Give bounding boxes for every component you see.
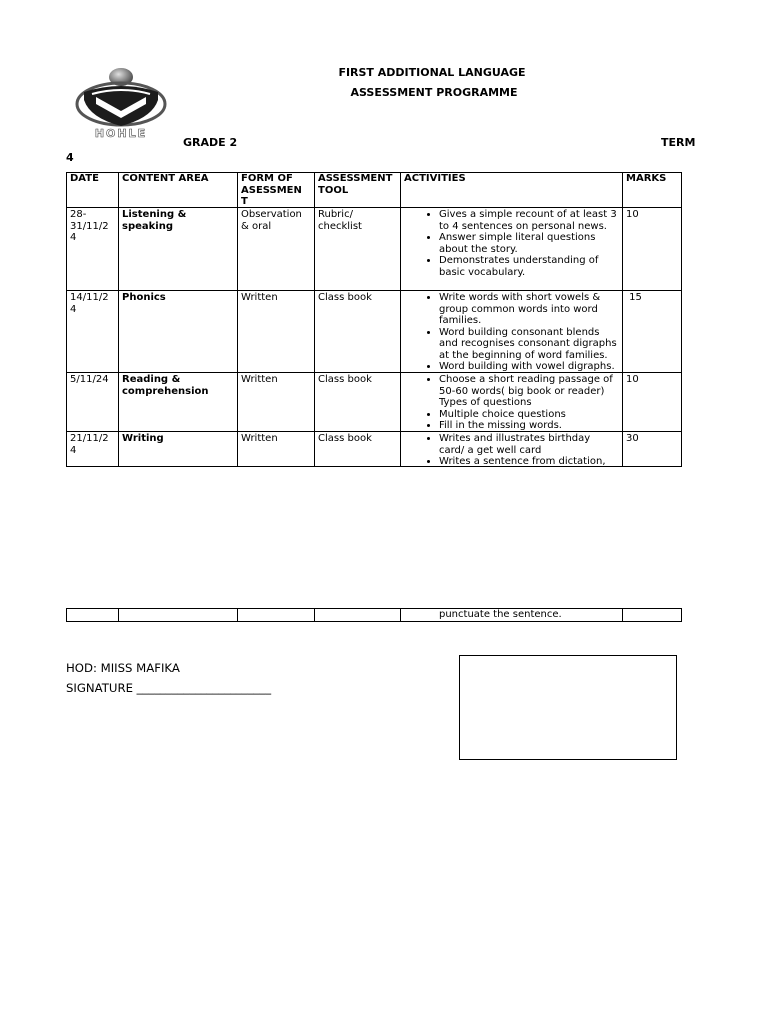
form-text: Written bbox=[241, 433, 278, 444]
activity-item: • Word building consonant blends and recognises consonant digraphs at the beginning of word families. bbox=[439, 327, 618, 362]
column-header-text: MARKS bbox=[626, 173, 667, 184]
form-cell bbox=[238, 373, 315, 432]
form-text: Written bbox=[241, 292, 278, 303]
column-header-text: CONTENT AREA bbox=[122, 173, 209, 184]
table-row bbox=[67, 291, 682, 373]
activity-note: Types of questions bbox=[439, 397, 532, 408]
column-header-activities bbox=[401, 173, 623, 208]
logo-text: HOHLE bbox=[94, 127, 148, 140]
activity-item: • Answer simple literal questions about the story. bbox=[439, 232, 618, 255]
table-header-row bbox=[67, 173, 682, 208]
activity-item: • Gives a simple recount of at least 3 to 4 sentences on personal news. bbox=[439, 209, 618, 232]
assessment-table-continuation bbox=[66, 608, 682, 622]
tool-cell bbox=[315, 373, 401, 432]
date-text: 28-31/11/24 bbox=[70, 209, 109, 243]
activity-item bbox=[439, 374, 618, 409]
marks-cell bbox=[623, 208, 682, 291]
column-header-text: ACTIVITIES bbox=[404, 173, 466, 184]
form-text: Written bbox=[241, 374, 278, 385]
marks-cell bbox=[623, 609, 682, 622]
date-text: 5/11/24 bbox=[70, 374, 109, 385]
column-header-text: ASSESSMENT TOOL bbox=[318, 173, 393, 196]
activity-item: • Fill in the missing words. bbox=[439, 420, 618, 431]
content-area-text: Phonics bbox=[122, 292, 166, 303]
content-area-text: Listening & speaking bbox=[122, 209, 187, 232]
activities-list bbox=[404, 374, 618, 431]
document-title: FIRST ADDITIONAL LANGUAGE bbox=[338, 66, 526, 79]
term-label: TERM bbox=[661, 136, 696, 149]
column-header-marks bbox=[623, 173, 682, 208]
activities-cell bbox=[401, 432, 623, 467]
marks-text: 30 bbox=[626, 433, 639, 444]
activity-item: • Write words with short vowels & group common words into word families. bbox=[439, 292, 618, 327]
activity-continuation-text: punctuate the sentence. bbox=[439, 609, 562, 620]
tool-text: Class book bbox=[318, 292, 372, 303]
activity-item: • Demonstrates understanding of basic vocabulary. bbox=[439, 255, 618, 278]
date-cell bbox=[67, 373, 119, 432]
empty-cell bbox=[238, 609, 314, 621]
activities-wrapper bbox=[401, 208, 622, 290]
activities-list bbox=[404, 209, 618, 278]
content-area-cell bbox=[119, 291, 238, 373]
content-area-cell bbox=[119, 373, 238, 432]
tool-text: Class book bbox=[318, 374, 372, 385]
date-cell bbox=[67, 208, 119, 291]
activities-wrapper bbox=[401, 432, 622, 466]
empty-cell bbox=[67, 609, 118, 621]
date-text: 21/11/24 bbox=[70, 433, 109, 456]
activity-item: • Multiple choice questions bbox=[439, 409, 618, 421]
table-row bbox=[67, 373, 682, 432]
activity-item: • Writes and illustrates birthday card/ a get well card bbox=[439, 433, 618, 456]
tool-cell bbox=[315, 208, 401, 291]
activities-cell bbox=[401, 208, 623, 291]
marks-text: 10 bbox=[626, 374, 639, 385]
tool-text: Rubric/ checklist bbox=[318, 209, 362, 232]
marks-text: 10 bbox=[626, 209, 639, 220]
table-row bbox=[67, 609, 682, 622]
marks-cell bbox=[623, 432, 682, 467]
term-number: 4 bbox=[66, 151, 74, 164]
grade-label: GRADE 2 bbox=[183, 136, 238, 149]
column-header-date bbox=[67, 173, 119, 208]
activities-wrapper bbox=[401, 291, 622, 372]
form-cell bbox=[238, 432, 315, 467]
column-header-form bbox=[238, 173, 315, 208]
marks-cell bbox=[623, 291, 682, 373]
content-area-text: Reading & comprehension bbox=[122, 374, 209, 397]
activities-wrapper bbox=[401, 373, 622, 431]
date-text: 14/11/24 bbox=[70, 292, 109, 315]
signature-line: SIGNATURE _______________________ bbox=[66, 681, 272, 695]
content-area-cell bbox=[119, 208, 238, 291]
empty-cell bbox=[623, 609, 681, 621]
form-text: Observation & oral bbox=[241, 209, 302, 232]
school-crest-icon bbox=[72, 66, 172, 140]
table-row bbox=[67, 432, 682, 467]
document-subtitle: ASSESSMENT PROGRAMME bbox=[350, 86, 518, 99]
form-cell bbox=[238, 609, 315, 622]
activity-item: • Word building with vowel digraphs. bbox=[439, 361, 618, 372]
activities-list bbox=[404, 292, 618, 372]
column-header-text: FORM OF ASESSMENT bbox=[241, 173, 302, 207]
content-area-text: Writing bbox=[122, 433, 164, 444]
activities-cell bbox=[401, 373, 623, 432]
tool-cell bbox=[315, 291, 401, 373]
form-cell bbox=[238, 291, 315, 373]
column-header-text: DATE bbox=[70, 173, 99, 184]
date-cell bbox=[67, 291, 119, 373]
content-area-cell bbox=[119, 432, 238, 467]
marks-cell bbox=[623, 373, 682, 432]
form-cell bbox=[238, 208, 315, 291]
stamp-box bbox=[459, 655, 677, 760]
table-row bbox=[67, 208, 682, 291]
activity-item-text: Choose a short reading passage of 50-60 words( big book or reader) bbox=[439, 374, 613, 397]
column-header-content-area bbox=[119, 173, 238, 208]
column-header-tool bbox=[315, 173, 401, 208]
empty-cell bbox=[315, 609, 400, 621]
date-cell bbox=[67, 609, 119, 622]
activity-item: • Writes a sentence from dictation, bbox=[439, 456, 618, 466]
tool-text: Class book bbox=[318, 433, 372, 444]
assessment-table bbox=[66, 172, 682, 467]
date-cell bbox=[67, 432, 119, 467]
activities-cell bbox=[401, 291, 623, 373]
tool-cell bbox=[315, 609, 401, 622]
tool-cell bbox=[315, 432, 401, 467]
empty-cell bbox=[119, 609, 237, 621]
marks-text: 15 bbox=[626, 292, 642, 303]
content-area-cell bbox=[119, 609, 238, 622]
activities-cell bbox=[401, 609, 623, 622]
hod-name: HOD: MIISS MAFIKA bbox=[66, 661, 180, 675]
activities-list bbox=[404, 433, 618, 466]
